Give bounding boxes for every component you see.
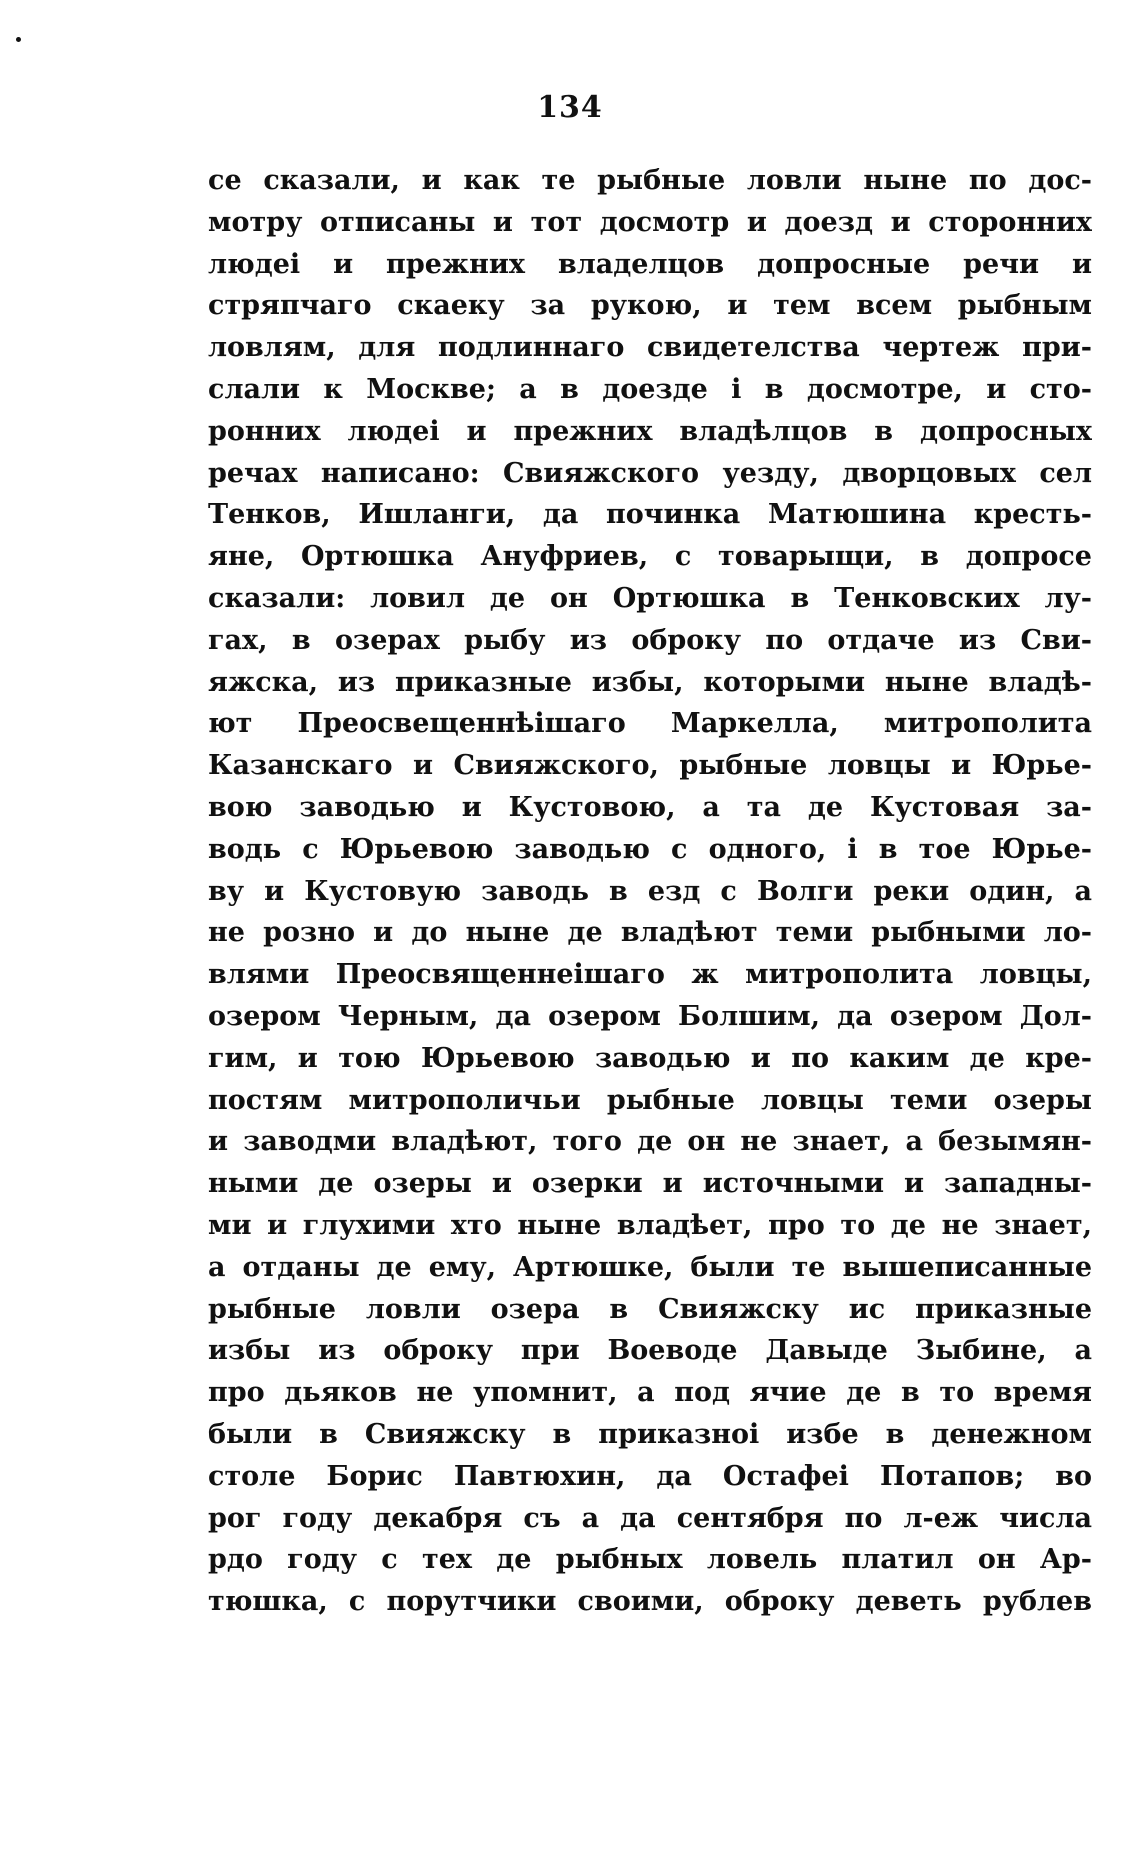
text-line: ют Преосвещеннѣішаго Маркелла, митрополита <box>208 708 1092 740</box>
text-line: а отданы де ему, Артюшке, были те вышеписанные <box>208 1251 1092 1283</box>
text-line: Тенков, Ишланги, да починка Матюшина кресть- <box>208 499 1092 531</box>
text-line: про дьяков не упомнит, а под ячие де в то время <box>208 1377 1092 1409</box>
text-line: ными де озеры и озерки и источными и западны- <box>208 1168 1092 1200</box>
text-line: рог году декабря съ а да сентября по л-еж числа <box>208 1502 1092 1534</box>
page-number: 134 <box>537 90 603 125</box>
text-line: яне, Ортюшка Ануфриев, с товарыщи, в допросе <box>208 541 1092 573</box>
text-line: водь с Юрьевою заводью с одного, і в тое Юрье- <box>208 833 1092 865</box>
text-line: вою заводью и Кустовою, а та де Кустовая за- <box>208 791 1092 823</box>
text-line: влями Преосвященнеішаго ж митрополита ловцы, <box>208 959 1092 991</box>
text-line: рыбные ловли озера в Свияжску ис приказные <box>208 1293 1092 1325</box>
text-line: ву и Кустовую заводь в езд с Волги реки один, а <box>208 875 1092 907</box>
text-line: озером Черным, да озером Болшим, да озером Дол- <box>208 1000 1092 1032</box>
text-line: стряпчаго скаеку за рукою, и тем всем рыбным <box>208 290 1092 322</box>
text-line: слали к Москве; а в доезде і в досмотре, и сто- <box>208 373 1092 405</box>
text-line: ми и глухими хто ныне владѣет, про то де не знает, <box>208 1209 1092 1241</box>
text-line: речах написано: Свияжского уезду, дворцовых сел <box>208 457 1092 489</box>
text-line: се сказали, и как те рыбные ловли ныне по дос- <box>208 165 1092 196</box>
text-line: и заводми владѣют, того де он не знает, а безымян- <box>208 1126 1092 1158</box>
text-line: рдо году с тех де рыбных ловель платил он Ар- <box>208 1544 1092 1576</box>
text-line: столе Борис Павтюхин, да Остафеі Потапов; во <box>208 1460 1092 1492</box>
text-line: Казанскаго и Свияжского, рыбные ловцы и Юрье- <box>208 750 1092 782</box>
text-line: сказали: ловил де он Ортюшка в Тенковских лу- <box>208 582 1092 614</box>
text-line: тюшка, с порутчики своими, оброку деветь рублев <box>208 1586 1092 1618</box>
text-line: были в Свияжску в приказноі избе в денежном <box>208 1418 1092 1450</box>
text-line: ронних людеі и прежних владѣлцов в допросных <box>208 415 1092 447</box>
text-line: гим, и тою Юрьевою заводью и по каким де кре- <box>208 1042 1092 1074</box>
text-line: гах, в озерах рыбу из оброку по отдаче из Сви- <box>208 624 1092 656</box>
body-text <box>208 160 1092 1623</box>
text-line: не розно и до ныне де владѣют теми рыбными ло- <box>208 917 1092 949</box>
text-line: мотру отписаны и тот досмотр и доезд и сторонних <box>208 206 1092 238</box>
text-line: яжска, из приказные избы, которыми ныне владѣ- <box>208 666 1092 698</box>
text-line: постям митрополичьи рыбные ловцы теми озеры <box>208 1084 1092 1116</box>
ink-speck <box>16 37 21 42</box>
text-line: избы из оброку при Воеводе Давыде Зыбине, а <box>208 1335 1092 1367</box>
text-line: людеі и прежних владелцов допросные речи и <box>208 248 1092 280</box>
text-line: ловлям, для подлиннаго свидетелства чертеж при- <box>208 332 1092 364</box>
